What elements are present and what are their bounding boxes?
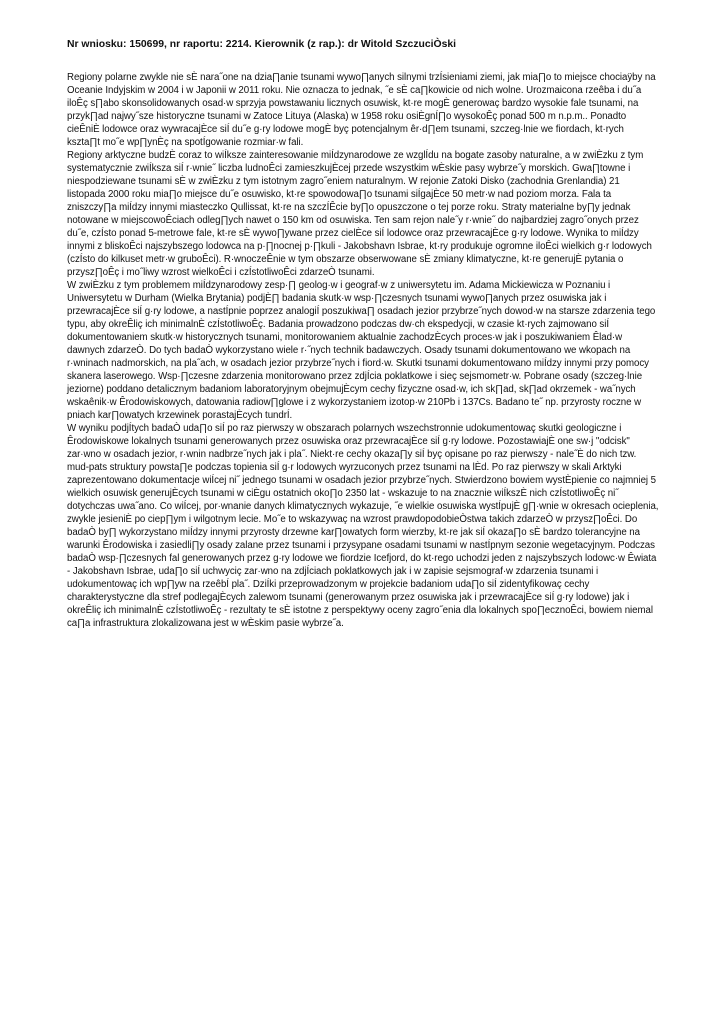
paragraph-research-methods: W zwiÈzku z tym problemem miÍdzynarodowy zesp·∏ geolog·w i geograf·w z uniwersytetu im. Adama Mickiewicza w Poznaniu i Uniwersytetu w Durham (Wielka Brytania) podjÈ∏ badania skutk·w wsp·∏czesnych tsunami wywo∏anych przez osuwiska jak i przewracajÈce siÍ g·ry lodowe, a nastÍpnie poprzez analogiÍ poszukiwa∏ osadach jezior przybrze˝nych dowod·w na starsze zdarzenia tego typu, aby okreÊliç ich minimalnÈ czÍstotliwoÊç. Badania prowadzono podczas dw·ch ekspedycji, w czasie kt·rych zajmowano siÍ dokumentowaniem skutk·w historycznych tsunami, monitorowaniem aktualnie zachodzÈcych proces·w jak i poszukiwaniem Êlad·w dawnych zdarzeÒ. Do tych badaÒ wykorzystano wiele r·˝nych technik badawczych. Osady tsunami dokumentowano we wkopach na r·wninach nadmorskich, na pla˝ach, w osadach jezior przybrze˝nych i fiord·w. Skutki tsunami dokumentowano miÍdzy innymi przy pomocy skanera laserowego. Wsp·∏czesne zdarzenia monitorowano przez zdjÍcia poklatkowe i sieç sejsmometr·w. Pobrane osady (szczeg·lnie jeziorne) poddano detalicznym badaniom laboratoryjnym obejmujÈcym cechy fizyczne osad·w, ich sk∏ad, sk∏ad okrzemek - wa˝nych wskaênik·w Êrodowiskowych, datowania radiow∏glowe i z wykorzystaniem izotop·w 210Pb i 137Cs. Badano te˝ np. przyrosty roczne w pniach kar∏owatych krzewinek porastajÈcych tundrÍ. xyxy=(67,280,656,421)
paragraph-arctic-regions: Regiony arktyczne budzÈ coraz to wiÍksze zainteresowanie miÍdzynarodowe ze wzglÍdu na bogate zasoby naturalne, a w zwiÈzku z tym systematycznie zwiÍksza siÍ r·wnie˝ liczba ludnoÊci zamieszkujÈcej przede wszystkim wÈskie pasy wybrze˝y morskich. Gwa∏towne i niespodziewane tsunami sÈ w zwiÈzku z tym istotnym zagro˝eniem naturalnym. W rejonie Zatoki Disko (zachodnia Grenlandia) 21 listopada 2000 roku mia∏o miejsce du˝e osuwisko, kt·re spowodowa∏o tsunami siÍgajÈce 50 metr·w nad poziom morza. Fala ta zniszczy∏a miÍdzy innymi miasteczko Qullissat, kt·re na szczÍÊcie by∏o opuszczone o tej porze roku. Straty materialne by∏y jednak notowane w miejscowoÊciach odleg∏ych nawet o 150 km od osuwiska. Ten sam rejon nale˝y r·wnie˝ do najbardziej zagro˝onych przez du˝e, czÍsto ponad 5-metrowe fale, kt·re sÈ wywo∏ywane przez cielÈce siÍ lodowce oraz przewracajÈce g·ry lodowe. Wynika to miÍdzy innymi z bliskoÊci najszybszego lodowca na p·∏nocnej p·∏kuli - Jakobshavn Isbrae, kt·ry produkuje ogromne iloÊci wielkich g·r lodowych (czÍsto do kilkuset metr·w gruboÊci). R·wnoczeÊnie w tym obszarze obserwowane sÈ zmiany klimatyczne, kt·re generujÈ pytania o przysz∏oÊç i mo˝liwy wzrost wielkoÊci i czÍstotliwoÊci zdarzeÒ tsunami. xyxy=(67,150,652,278)
report-page xyxy=(67,38,659,630)
paragraph-intro: Regiony polarne zwykle nie sÈ nara˝one na dzia∏anie tsunami wywo∏anych silnymi trzÍsieniami ziemi, jak mia∏o to miejsce chociaÿby na Oceanie Indyjskim w 2004 i w Japonii w 2011 roku. Nie oznacza to jednak, ˝e sÈ ca∏kowicie od nich wolne. Urozmaicona rzeêba i du˝a iloÊç s∏abo skonsolidowanych osad·w sprzyja powstawaniu licznych osuwisk, kt·re mogÈ generowaç bardzo wysokie fale tsunami, na przyk∏ad najwy˝sze historyczne tsunami w Zatoce Lituya (Alaska) w 1958 roku osiÈgnÍ∏o wysokoÊç ponad 500 m n.p.m.. Ponadto cieÊniÈ lodowce oraz wywracajÈce siÍ du˝e g·ry lodowe mogÈ byç potencjalnym êr·d∏em tsunami, szczeg·lnie we fiordach, kt·rych kszta∏t mo˝e wp∏ynÈç na spotÍgowanie rozmiar·w fali. xyxy=(67,72,656,148)
report-header: Nr wniosku: 150699, nr raportu: 2214. Kierownik (z rap.): dr Witold SzczuciÒski xyxy=(67,39,457,50)
paragraph-results: W wyniku podjÍtych badaÒ uda∏o siÍ po raz pierwszy w obszarach polarnych wszechstronnie udokumentowaç skutki geologiczne i Êrodowiskowe lokalnych tsunami generowanych przez osuwiska oraz przewracajÈce siÍ g·ry lodowe. PozostawiajÈ one sw·j "odcisk" zar·wno w osadach jezior, r·wnin nadbrze˝nych jak i pla˝. Niekt·re cechy okaza∏y siÍ byç opisane po raz pierwszy - nale˝È do nich tzw. mud-pats struktury powsta∏e podczas topienia siÍ g·r lodowych wyrzuconych przez tsunami na lÈd. Po raz pierwszy w skali Arktyki zaprezentowano dokumentacje wiÍcej ni˝ jednego tsunami w osadach jezior przybrze˝nych. Stwierdzono bowiem wystÈpienie co najmniej 5 wielkich osuwisk generujÈcych tsunami w ciÈgu ostatnich oko∏o 2350 lat - wskazuje to na znacznie wiÍkszÈ nich czÍstotliwoÊç ni˝ dotychczas uwa˝ano. Co wiÍcej, por·wnanie danych klimatycznych wykazuje, ˝e wielkie osuwiska wystÍpujÈ g∏·wnie w okresach ocieplenia, zwykle jesieniÈ po ciep∏ym i wilgotnym lecie. Mo˝e to wskazywaç na wzrost prawdopodobieÒstwa takich zdarzeÒ w przysz∏oÊci. Do badaÒ by∏ wykorzystano miÍdzy innymi przyrosty drzewne kar∏owatych form wierzby, kt·re jak siÍ okaza∏o sÈ bardzo tolerancyjne na warunki Êrodowiska i zasiedli∏y osady zalane przez tsunami i przysypane osadami tsunami w nastÍpnym sezonie wegetacyjnym. Podczas badaÒ wsp·∏czesnych fal generowanych przez g·ry lodowe we fiordzie Icefjord, do kt·rego uchodzi jeden z najszybszych lodowc·w Êwiata - Jakobshavn Isbrae, uda∏o siÍ uchwyciç zar·wno na zdjÍciach poklatkowych jak i w zapisie sejsmograf·w zdarzenia tsunami i udokumentowaç ich wp∏yw na rzeêbÍ pla˝. DziÍki przeprowadzonym w projekcie badaniom uda∏o siÍ zidentyfikowaç cechy charakterystyczne dla stref podlegajÈcych zalewom tsunami (generowanym przez osuwiska jak i przewracajÈce siÍ g·ry lodowe) jak i okreÊliç ich minimalnÈ czÍstotliwoÊç - rezultaty te sÈ istotne z perspektywy oceny zagro˝enia dla lokalnych spo∏ecznoÊci, bowiem niemal ca∏a infrastruktura zlokalizowana jest w wÈskim pasie wybrze˝a. xyxy=(67,423,659,629)
